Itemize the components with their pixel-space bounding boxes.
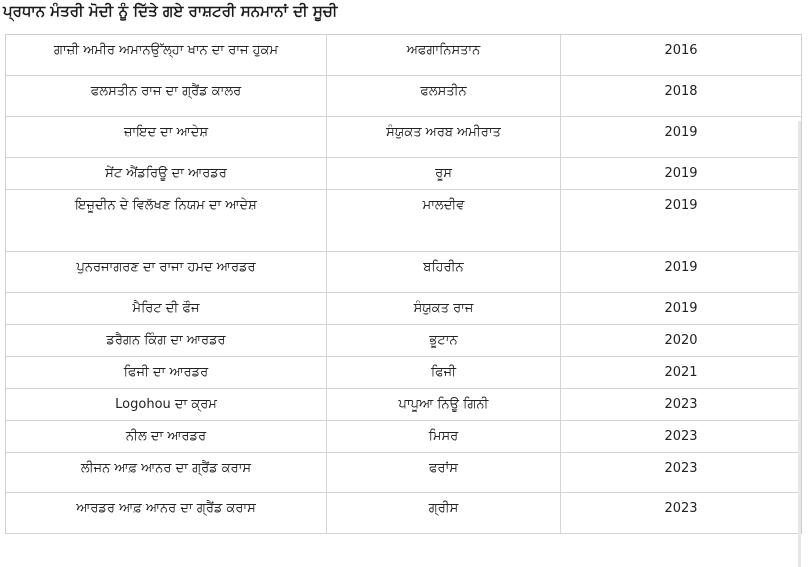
year-cell-text: 2023 [664,428,698,444]
year-cell-text: 2023 [664,460,698,476]
table-row [6,452,801,492]
year-cell-text: 2019 [664,259,698,275]
year-cell-text: 2023 [664,396,698,412]
honor-name-cell-text: ਮੈਰਿਟ ਦੀ ਫੌਜ [132,300,200,316]
country-cell [327,292,561,324]
year-cell-text: 2023 [664,500,698,516]
honor-name-cell [6,75,327,116]
year-cell-text: 2018 [664,83,698,99]
honor-name-cell-text: ਇਜ਼ੂਦੀਨ ਦੇ ਵਿਲੱਖਣ ਨਿਯਮ ਦਾ ਆਦੇਸ਼ [75,197,257,213]
table-row [6,388,801,420]
honor-name-cell [6,189,327,251]
year-cell [561,189,802,251]
country-cell [327,35,561,75]
honor-name-cell [6,356,327,388]
country-cell-text: ਮਿਸਰ [428,428,459,444]
country-cell [327,452,561,492]
honor-name-cell [6,492,327,533]
honor-name-cell [6,388,327,420]
table-row [6,157,801,189]
country-cell-text: ਭੂਟਾਨ [429,332,458,348]
honor-name-cell-text: ਸੇਂਟ ਐਂਡਰਿਊ ਦਾ ਆਰਡਰ [105,165,227,181]
country-cell [327,324,561,356]
year-cell [561,356,802,388]
table-row [6,492,801,533]
country-cell-text: ਫਿਜੀ [430,364,457,380]
country-cell [327,116,561,157]
honor-name-cell [6,35,327,75]
year-cell-text: 2016 [664,43,698,58]
honor-name-cell [6,292,327,324]
year-cell [561,157,802,189]
year-cell-text: 2019 [664,165,698,181]
honor-name-cell [6,324,327,356]
honor-name-cell [6,420,327,452]
honor-name-cell-text: ਡਰੈਗਨ ਕਿੰਗ ਦਾ ਆਰਡਰ [106,332,226,348]
honors-table [5,34,802,534]
year-cell [561,116,802,157]
table-row [6,324,801,356]
table-body [6,35,801,533]
year-cell [561,35,802,75]
table-row [6,356,801,388]
year-cell-text: 2020 [664,332,698,348]
page-title: ਪ੍ਰਧਾਨ ਮੰਤਰੀ ਮੋਦੀ ਨੂੰ ਦਿੱਤੇ ਗਏ ਰਾਸ਼ਟਰੀ ਸਨਮਾਨਾਂ ਦੀ ਸੂਚੀ [3,2,338,20]
country-cell-text: ਮਾਲਦੀਵ [422,197,465,213]
country-cell [327,388,561,420]
country-cell [327,157,561,189]
table-row [6,420,801,452]
scrollbar[interactable] [798,121,801,567]
table-row [6,189,801,251]
year-cell [561,251,802,292]
honor-name-cell-text: ਲੀਜਨ ਆਫ਼ ਆਨਰ ਦਾ ਗ੍ਰੈਂਡ ਕਰਾਸ [80,460,252,476]
country-cell-text: ਸੰਯੁਕਤ ਅਰਬ ਅਮੀਰਾਤ [386,124,501,140]
country-cell [327,189,561,251]
country-cell-text: ਪਾਪੂਆ ਨਿਊ ਗਿਨੀ [398,396,489,412]
year-cell-text: 2019 [664,197,698,213]
table-row [6,251,801,292]
country-cell [327,492,561,533]
honor-name-cell-text: ਫਲਸਤੀਨ ਰਾਜ ਦਾ ਗ੍ਰੈਂਡ ਕਾਲਰ [90,83,242,99]
country-cell-text: ਬਹਿਰੀਨ [423,259,464,275]
honors-table-grid [6,35,801,534]
honor-name-cell-text: ਜ਼ਾਇਦ ਦਾ ਆਦੇਸ਼ [123,124,209,140]
year-cell-text: 2019 [664,300,698,316]
honor-name-cell-text: ਫਿਜੀ ਦਾ ਆਰਡਰ [123,364,209,380]
honor-name-cell [6,452,327,492]
year-cell [561,292,802,324]
country-cell-text: ਫਰਾਂਸ [429,460,458,476]
year-cell-text: 2019 [664,124,698,140]
table-row [6,116,801,157]
year-cell [561,420,802,452]
year-cell [561,75,802,116]
country-cell [327,75,561,116]
table-row [6,75,801,116]
honor-name-cell-text: ਆਰਡਰ ਆਫ਼ ਆਨਰ ਦਾ ਗ੍ਰੈਂਡ ਕਰਾਸ [76,500,256,516]
honor-name-cell-text: ਪੁਨਰਜਾਗਰਣ ਦਾ ਰਾਜਾ ਹਮਦ ਆਰਡਰ [76,259,256,275]
year-cell [561,388,802,420]
country-cell-text: ਫਲਸਤੀਨ [420,83,467,99]
honor-name-cell-text: ਨੀਲ ਦਾ ਆਰਡਰ [125,428,207,444]
honor-name-cell [6,251,327,292]
table-row [6,35,801,75]
country-cell [327,420,561,452]
country-cell-text: ਅਫਗਾਨਿਸਤਾਨ [406,43,481,58]
country-cell-text: ਗ੍ਰੀਸ [428,500,459,516]
honor-name-cell-text: Logohou ਦਾ ਕ੍ਰਮ [115,396,217,412]
country-cell-text: ਰੂਸ [435,165,452,181]
table-row [6,292,801,324]
honor-name-cell [6,157,327,189]
year-cell [561,492,802,533]
year-cell [561,324,802,356]
country-cell [327,356,561,388]
honor-name-cell-text: ਗਾਜ਼ੀ ਅਮੀਰ ਅਮਾਨਉੱਲ੍ਹਾ ਖਾਨ ਦਾ ਰਾਜ ਹੁਕਮ [53,43,279,58]
country-cell [327,251,561,292]
honor-name-cell [6,116,327,157]
year-cell [561,452,802,492]
year-cell-text: 2021 [664,364,698,380]
country-cell-text: ਸੰਯੁਕਤ ਰਾਜ [413,300,474,316]
